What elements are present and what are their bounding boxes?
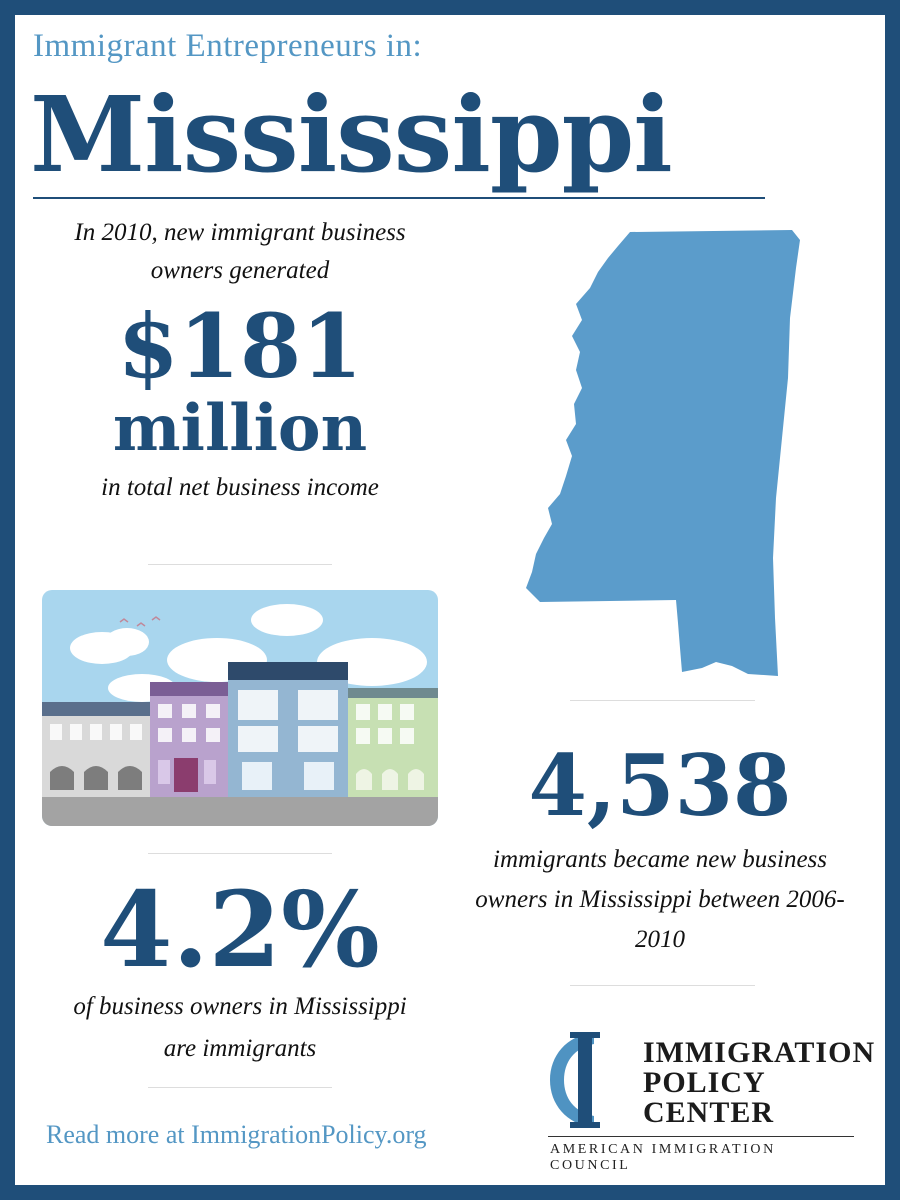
page-title: Mississippi bbox=[30, 73, 672, 196]
new-owners-count: 4,538 bbox=[528, 736, 792, 835]
income-description: in total net business income bbox=[101, 474, 379, 501]
divider bbox=[148, 1087, 332, 1088]
logo-line: POLICY bbox=[643, 1066, 766, 1099]
title-underline bbox=[33, 197, 765, 199]
immigrant-share-percent: 4.2% bbox=[100, 868, 380, 991]
income-amount: $181 bbox=[117, 294, 363, 398]
income-unit: million bbox=[112, 391, 368, 466]
ipc-logo-mark-icon bbox=[548, 1030, 628, 1130]
logo-line: CENTER bbox=[643, 1096, 775, 1129]
read-more-link[interactable]: Read more at ImmigrationPolicy.org bbox=[46, 1120, 427, 1149]
divider bbox=[570, 700, 755, 701]
divider bbox=[148, 564, 332, 565]
divider bbox=[570, 985, 755, 986]
logo-subtitle: AMERICAN IMMIGRATION COUNCIL bbox=[550, 1142, 776, 1173]
divider bbox=[148, 853, 332, 854]
new-owners-description: immigrants became new business owners in Mississippi between 2006-2010 bbox=[475, 846, 845, 953]
logo-rule bbox=[548, 1136, 854, 1137]
pre-title: Immigrant Entrepreneurs in: bbox=[33, 28, 423, 64]
income-intro: In 2010, new immigrant business owners generated bbox=[74, 219, 406, 284]
immigrant-share-description: of business owners in Mississippi are immigrants bbox=[73, 993, 407, 1062]
logo-line: IMMIGRATION bbox=[643, 1036, 876, 1069]
mississippi-map-icon bbox=[520, 228, 810, 678]
ipc-logo bbox=[548, 1030, 876, 1173]
storefront-illustration bbox=[42, 590, 438, 826]
logo-wordmark bbox=[643, 1038, 875, 1128]
